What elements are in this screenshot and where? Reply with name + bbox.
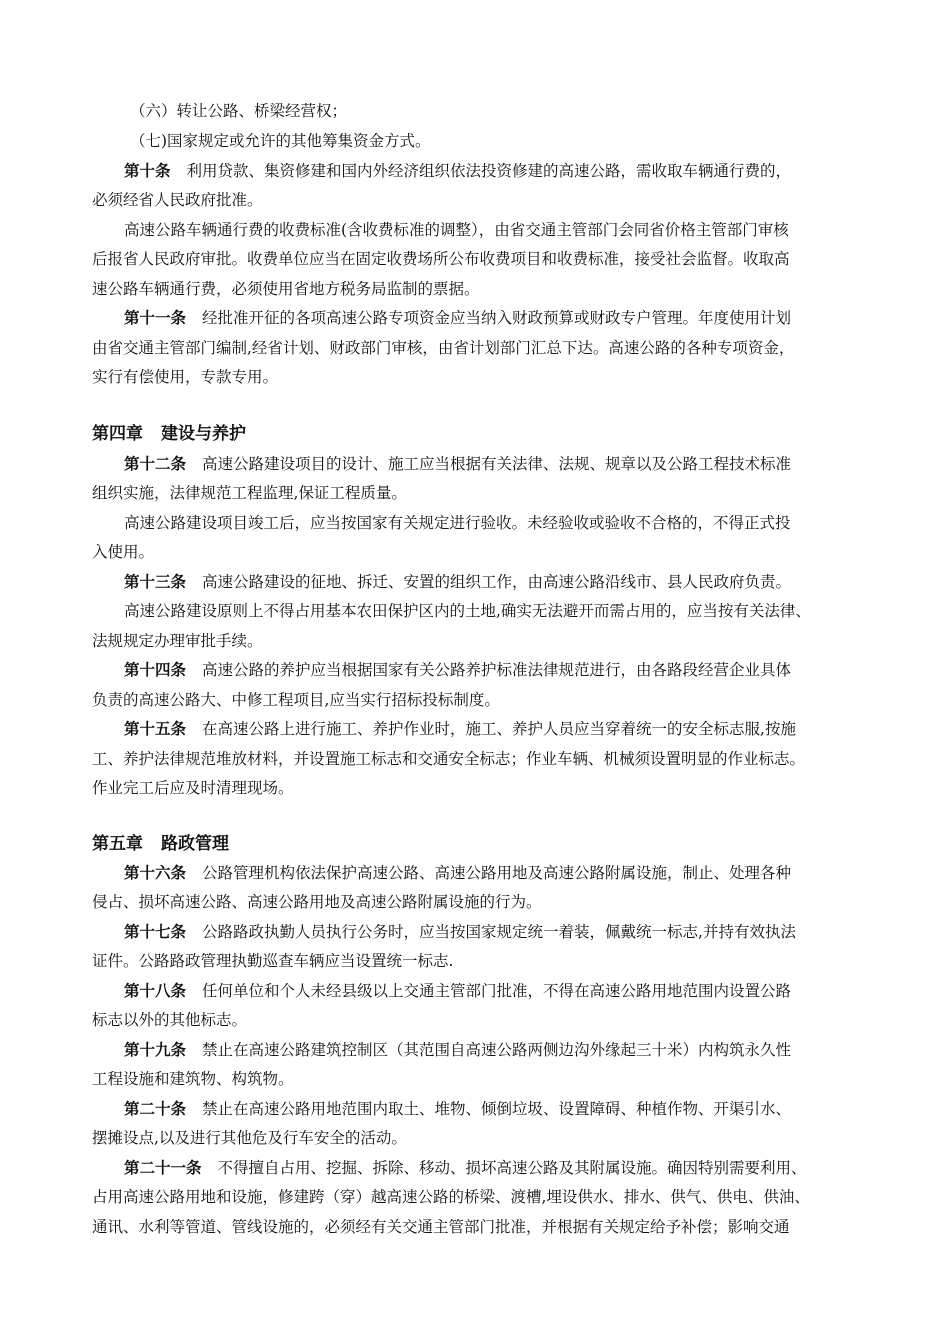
chapter-title: 建设与养护 — [161, 424, 246, 444]
article-number: 第十九条 — [124, 1040, 187, 1059]
article-text: 禁止在高速公路建筑控制区（其范围自高速公路两侧边沟外缘起三十米）内构筑永久性 — [202, 1041, 792, 1059]
article-number: 第十二条 — [124, 454, 187, 473]
article-text: 经批准开征的各项高速公路专项资金应当纳入财政预算或财政专户管理。年度使用计划 — [202, 309, 792, 327]
text-line: 速公路车辆通行费，必须使用省地方税务局监制的票据。 — [92, 280, 480, 298]
article-number: 第十八条 — [124, 981, 187, 1000]
article-number: 第十四条 — [124, 660, 187, 679]
article-number: 第十条 — [124, 161, 171, 180]
text-line: 侵占、损坏高速公路、高速公路用地及高速公路附属设施的行为。 — [92, 893, 542, 911]
article-paragraph — [124, 921, 862, 943]
article-text: 高速公路建设的征地、拆迁、安置的组织工作，由高速公路沿线市、县人民政府负责。 — [202, 573, 792, 591]
text-line: 法规规定办理审批手续。 — [92, 632, 263, 650]
article-text: 利用贷款、集资修建和国内外经济组织依法投资修建的高速公路，需收取车辆通行费的， — [186, 162, 792, 180]
chapter-number: 第五章 — [92, 834, 143, 854]
text-line: 占用高速公路用地和设施，修建跨（穿）越高速公路的桥梁、渡槽,埋设供水、排水、供气、供电、供油、 — [92, 1188, 810, 1206]
text-line: 由省交通主管部门编制,经省计划、财政部门审核，由省计划部门汇总下达。高速公路的各种专项资金， — [92, 339, 795, 357]
article-number: 第二十条 — [124, 1099, 187, 1118]
article-text: 在高速公路上进行施工、养护作业时，施工、养护人员应当穿着统一的安全标志服,按施 — [202, 720, 796, 738]
list-item: （七)国家规定或允许的其他筹集资金方式。 — [130, 132, 431, 150]
text-line: 后报省人民政府审批。收费单位应当在固定收费场所公布收费项目和收费标准，接受社会监督。收取高 — [92, 250, 790, 268]
chapter-number: 第四章 — [92, 424, 143, 444]
article-text: 公路路政执勤人员执行公务时，应当按国家规定统一着装，佩戴统一标志,并持有效执法 — [202, 923, 796, 941]
text-line: 摆摊设点,以及进行其他危及行车安全的活动。 — [92, 1129, 407, 1147]
article-paragraph — [124, 718, 862, 740]
text-line: 负责的高速公路大、中修工程项目,应当实行招标投标制度。 — [92, 691, 500, 709]
text-line: 工程设施和建筑物、构筑物。 — [92, 1070, 294, 1088]
article-paragraph — [124, 1098, 862, 1120]
paragraph-line: 高速公路建设项目竣工后，应当按国家有关规定进行验收。未经验收或验收不合格的，不得正式投 — [124, 514, 791, 532]
article-paragraph — [124, 862, 862, 884]
article-text: 公路管理机构依法保护高速公路、高速公路用地及高速公路附属设施，制止、处理各种 — [202, 864, 792, 882]
text-line: 通讯、水利等管道、管线设施的，必须经有关交通主管部门批准，并根据有关规定给予补偿；影响交通 — [92, 1218, 790, 1236]
text-line: 入使用。 — [92, 543, 155, 561]
article-paragraph — [124, 307, 862, 329]
article-paragraph — [124, 571, 862, 593]
chapter-title: 路政管理 — [161, 834, 229, 854]
chapter-heading — [92, 832, 229, 856]
text-line: 标志以外的其他标志。 — [92, 1011, 248, 1029]
article-paragraph — [124, 1039, 862, 1061]
text-line: 工、养护法律规范堆放材料，并设置施工标志和交通安全标志；作业车辆、机械须设置明显的作业标志。 — [92, 750, 806, 768]
article-text: 禁止在高速公路用地范围内取土、堆物、倾倒垃圾、设置障碍、种植作物、开渠引水、 — [202, 1100, 792, 1118]
article-paragraph — [124, 980, 862, 1002]
article-number: 第十三条 — [124, 572, 187, 591]
article-paragraph — [124, 1157, 862, 1179]
article-number: 第十六条 — [124, 863, 187, 882]
article-number: 第十五条 — [124, 719, 187, 738]
article-text: 高速公路的养护应当根据国家有关公路养护标准法律规范进行，由各路段经营企业具体 — [202, 661, 792, 679]
text-line: 证件。公路路政管理执勤巡查车辆应当设置统一标志. — [92, 952, 454, 970]
chapter-heading — [92, 422, 246, 446]
article-number: 第二十一条 — [124, 1158, 202, 1177]
article-paragraph — [124, 659, 862, 681]
text-line: 实行有偿使用，专款专用。 — [92, 368, 279, 386]
paragraph-line: 高速公路建设原则上不得占用基本农田保护区内的土地,确实无法避开而需占用的，应当按有关法律、 — [124, 602, 811, 620]
paragraph-line: 高速公路车辆通行费的收费标准(含收费标准的调整），由省交通主管部门会同省价格主管部门审核 — [124, 221, 789, 239]
article-text: 任何单位和个人未经县级以上交通主管部门批准，不得在高速公路用地范围内设置公路 — [202, 982, 792, 1000]
article-paragraph — [124, 160, 862, 182]
article-paragraph — [124, 453, 862, 475]
article-number: 第十七条 — [124, 922, 187, 941]
list-item: （六）转让公路、桥梁经营权； — [130, 102, 348, 120]
text-line: 作业完工后应及时清理现场。 — [92, 779, 294, 797]
article-text: 高速公路建设项目的设计、施工应当根据有关法律、法规、规章以及公路工程技术标准 — [202, 455, 792, 473]
article-text: 不得擅自占用、挖掘、拆除、移动、损坏高速公路及其附属设施。确因特别需要利用、 — [217, 1159, 807, 1177]
article-number: 第十一条 — [124, 308, 187, 327]
text-line: 必须经省人民政府批准。 — [92, 191, 263, 209]
text-line: 组织实施，法律规范工程监理,保证工程质量。 — [92, 484, 407, 502]
